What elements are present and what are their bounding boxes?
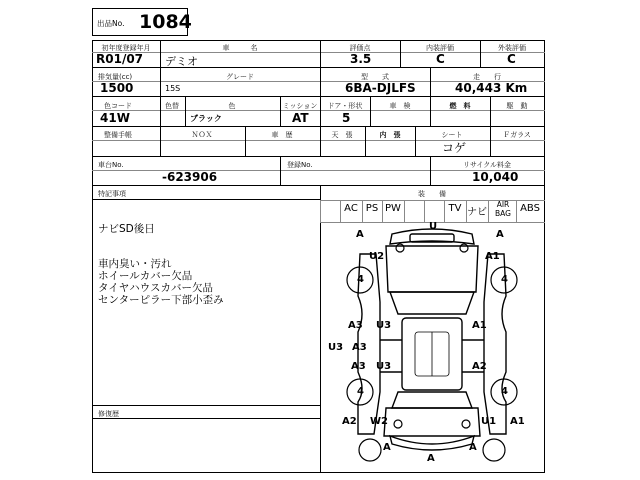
- remark-item: タイヤハウスカバー欠品: [98, 282, 213, 294]
- damage-mark: U3: [328, 342, 344, 353]
- damage-mark: A: [383, 442, 391, 453]
- damage-mark: A1: [472, 320, 487, 331]
- damage-mark: A1: [510, 416, 525, 427]
- hood-outline: [386, 246, 478, 292]
- damage-mark: U: [429, 221, 438, 232]
- tire-tread-front-right: 4: [501, 274, 508, 285]
- displacement-value: 1500: [100, 81, 134, 95]
- model-value: 6BA-DJLFS: [345, 81, 416, 95]
- lot-number-value: 1084: [139, 11, 192, 33]
- interior-score-value: C: [436, 52, 445, 66]
- drive-label: 駆 動: [506, 102, 528, 110]
- tire-tread-rear-right: 4: [501, 386, 508, 397]
- front-glass-label: Ｆガラス: [503, 131, 531, 139]
- interior-score-label: 内装評価: [426, 44, 454, 52]
- grade-value: 15S: [165, 84, 181, 93]
- color-change-label: 色替: [165, 102, 179, 110]
- repair-history-label: 修復歴: [98, 410, 119, 418]
- recycle-label: リサイクル料金: [462, 161, 512, 169]
- remark-item: 車内臭い・汚れ: [98, 258, 172, 270]
- exterior-score-label: 外装評価: [498, 44, 526, 52]
- equipment-navi: ナビ: [467, 207, 487, 218]
- special-item: ナビSD後日: [98, 223, 155, 235]
- damage-mark: A: [427, 453, 435, 464]
- color-code-label: 色コード: [104, 102, 132, 110]
- remark-item: ホイールカバー欠品: [98, 270, 193, 282]
- mission-label: ミッション: [282, 102, 318, 110]
- score-label: 評価点: [349, 44, 371, 52]
- car-name-label: 車 名: [222, 44, 258, 52]
- equipment-airbag: AIR BAG: [495, 200, 511, 218]
- damage-mark: A3: [348, 320, 363, 331]
- registration-label: 登録No.: [287, 161, 313, 169]
- doors-label: ドア・形状: [327, 102, 363, 110]
- spare-left-icon: [359, 439, 381, 461]
- upholstery-label: 内 張: [379, 131, 401, 139]
- left-taillight-icon: [394, 420, 402, 428]
- model-label: 型 式: [361, 73, 389, 81]
- grade-label: グレード: [226, 73, 254, 81]
- damage-mark: U3: [376, 320, 392, 331]
- damage-mark: A: [356, 229, 364, 240]
- year-label: 初年度登録年月: [101, 44, 151, 52]
- right-headlight-icon: [460, 244, 468, 252]
- damage-mark: A3: [352, 342, 367, 353]
- equipment-tv: TV: [448, 203, 462, 214]
- equipment-label: 装 備: [418, 190, 446, 198]
- color-code-value: 41W: [100, 111, 130, 125]
- rear-hatch-outline: [384, 408, 480, 436]
- damage-mark: A3: [351, 361, 366, 372]
- damage-mark: A: [496, 229, 504, 240]
- damage-mark: U3: [376, 361, 392, 372]
- inspection-label: 車 検: [389, 102, 411, 110]
- left-headlight-icon: [396, 244, 404, 252]
- damage-mark: U1: [481, 416, 497, 427]
- special-notes-label: 特記事項: [98, 190, 126, 198]
- car-name-value: デミオ: [165, 55, 198, 68]
- damage-mark: U2: [369, 251, 385, 262]
- damage-mark: A2: [342, 416, 357, 427]
- spare-right-icon: [483, 439, 505, 461]
- equipment-pw: PW: [385, 203, 401, 214]
- displacement-label: 排気量(cc): [98, 73, 133, 81]
- color-label: 色: [228, 102, 236, 110]
- rear-bumper-outline: [390, 436, 474, 450]
- equipment-abs: ABS: [520, 203, 540, 214]
- remark-item: センターピラー下部小歪み: [98, 294, 224, 306]
- damage-mark: A1: [485, 251, 500, 262]
- lot-number-label: 出品No.: [97, 19, 125, 28]
- doors-value: 5: [342, 111, 351, 125]
- seat-value: コゲ: [442, 141, 467, 155]
- maintenance-label: 整備手帳: [104, 131, 132, 139]
- damage-mark: A2: [472, 361, 487, 372]
- chassis-value: -623906: [162, 170, 218, 184]
- equipment-ac: AC: [344, 203, 358, 214]
- windshield-outline: [390, 292, 474, 314]
- year-value: R01/07: [96, 52, 144, 66]
- nox-label: ＮＯＸ: [191, 131, 213, 139]
- right-taillight-icon: [462, 420, 470, 428]
- mileage-value: 40,443 Km: [455, 81, 528, 95]
- tire-tread-front-left: 4: [357, 274, 364, 285]
- damage-mark: A: [469, 442, 477, 453]
- history-label: 車 歴: [271, 131, 293, 139]
- mission-value: AT: [292, 111, 309, 125]
- chassis-label: 車台No.: [98, 161, 124, 169]
- score-value: 3.5: [350, 52, 372, 66]
- seat-label: シート: [441, 131, 463, 139]
- exterior-score-value: C: [507, 52, 516, 66]
- recycle-value: 10,040: [472, 170, 519, 184]
- roof-label: 天 張: [331, 131, 353, 139]
- equipment-ps: PS: [365, 203, 379, 214]
- lot-number-box: [92, 8, 192, 36]
- damage-mark: W2: [370, 416, 388, 427]
- color-value: ブラック: [190, 114, 222, 123]
- tire-tread-rear-left: 4: [357, 386, 364, 397]
- mileage-label: 走 行: [473, 73, 501, 81]
- rear-window-outline: [392, 392, 472, 408]
- fuel-label: 燃 料: [449, 102, 471, 110]
